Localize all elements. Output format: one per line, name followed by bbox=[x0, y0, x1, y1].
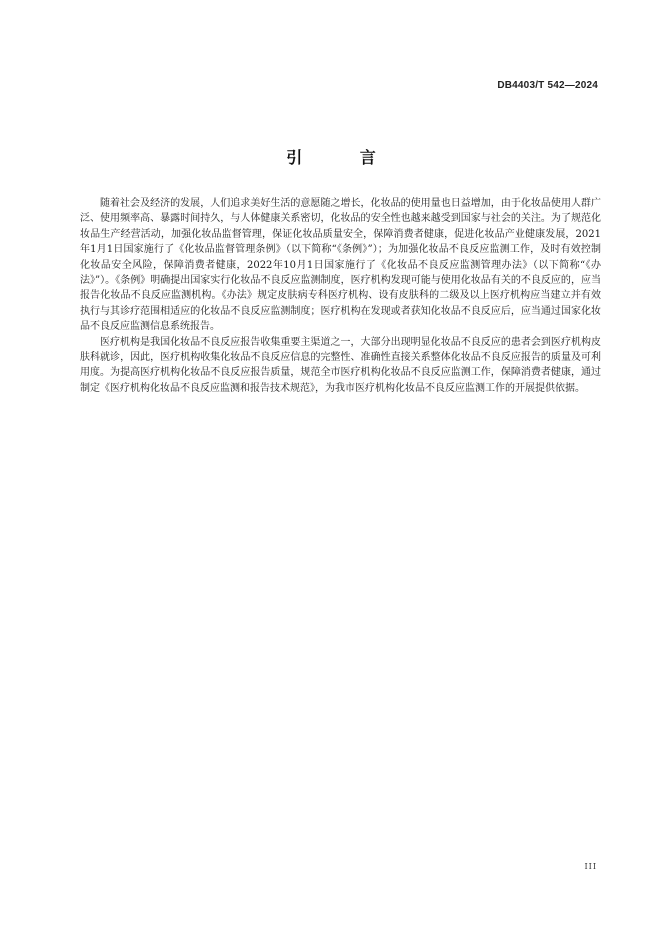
introduction-body bbox=[80, 196, 601, 396]
page-number: III bbox=[584, 862, 597, 871]
paragraph-1: 随着社会及经济的发展，人们追求美好生活的意愿随之增长，化妆品的使用量也日益增加，由于化妆品使用人群广泛、使用频率高、暴露时间持久，与人体健康关系密切，化妆品的安全性也越来越受到国家与社会的关注。为了规范化妆品生产经营活动，加强化妆品监督管理，保证化妆品质量安全，保障消费者健康，促进化妆品产业健康发展，2021年1月1日国家施行了《化妆品监督管理条例》（以下简称“《条例》”）；为加强化妆品不良反应监测工作，及时有效控制化妆品安全风险，保障消费者健康，2022年10月1日国家施行了《化妆品不良反应监测管理办法》（以下简称“《办法》”）。《条例》明确提出国家实行化妆品不良反应监测制度，医疗机构发现可能与使用化妆品有关的不良反应的，应当报告化妆品不良反应监测机构。《办法》规定皮肤病专科医疗机构、设有皮肤科的二级及以上医疗机构应当建立并有效执行与其诊疗范围相适应的化妆品不良反应监测制度；医疗机构在发现或者获知化妆品不良反应后，应当通过国家化妆品不良反应监测信息系统报告。 bbox=[80, 198, 601, 333]
paragraph-2: 医疗机构是我国化妆品不良反应报告收集重要主渠道之一，大部分出现明显化妆品不良反应的患者会到医疗机构皮肤科就诊，因此，医疗机构收集化妆品不良反应信息的完整性、准确性直接关系整体化妆品不良反应报告的质量及可利用度。为提高医疗机构化妆品不良反应报告质量，规范全市医疗机构化妆品不良反应监测工作，保障消费者健康，通过制定《医疗机构化妆品不良反应监测和报告技术规范》，为我市医疗机构化妆品不良反应监测工作的开展提供依据。 bbox=[80, 336, 601, 394]
standard-code: DB4403/T 542—2024 bbox=[497, 80, 598, 91]
page-title: 引 言 bbox=[286, 148, 402, 167]
